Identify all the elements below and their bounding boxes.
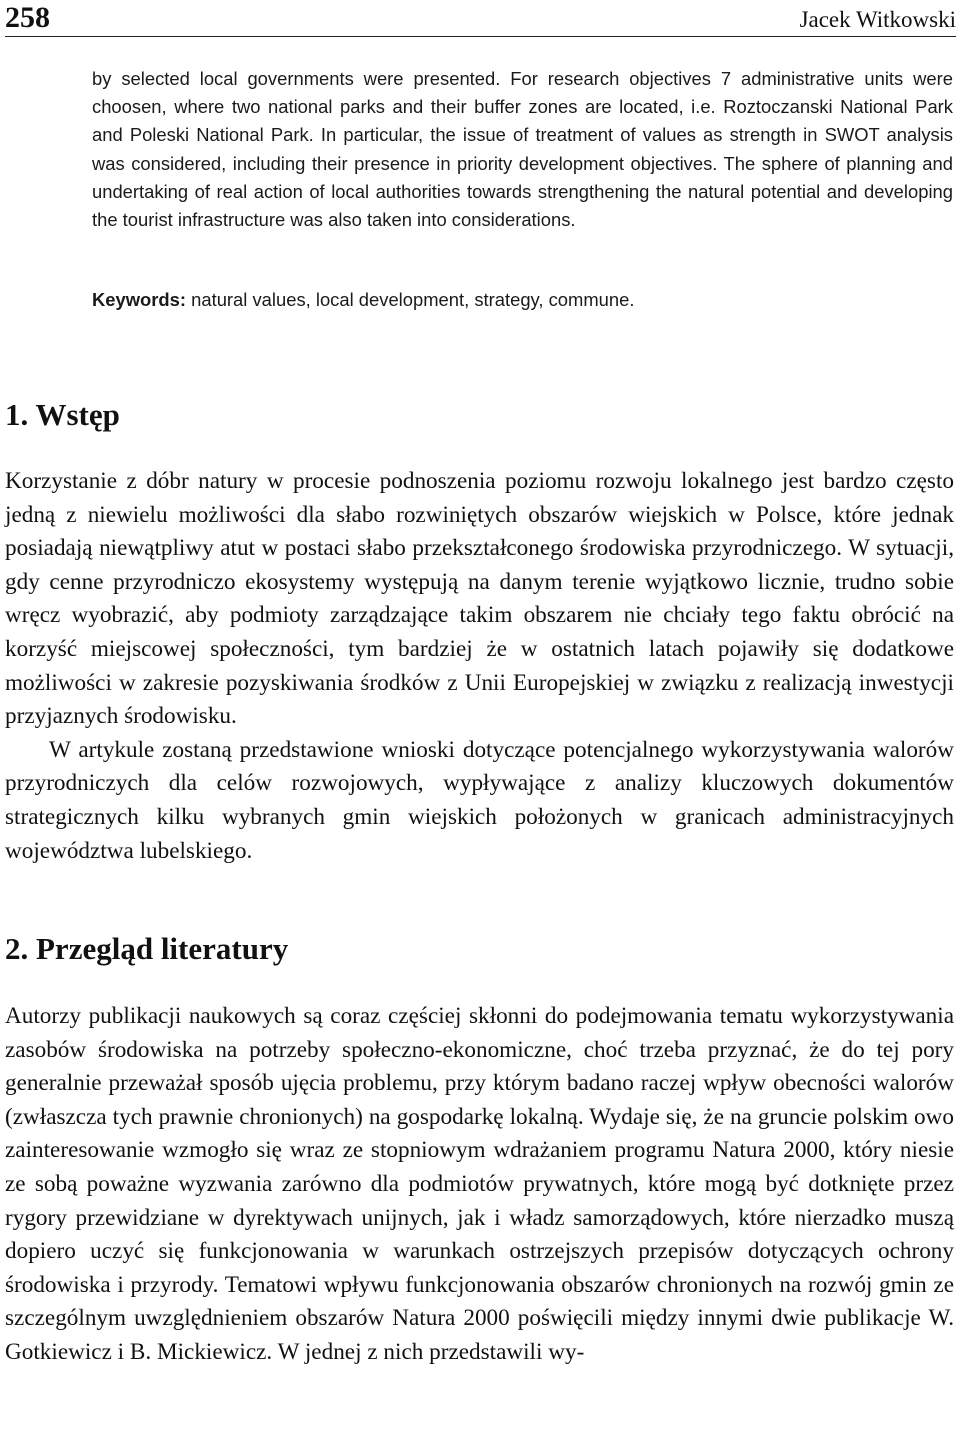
paragraph: Autorzy publikacji naukowych są coraz częściej skłonni do podejmowania tematu wykorzystywania zasobów środowiska na potrzeby społeczno-ekonomiczne, choć trzeba przyznać, że do tej pory generalnie przeważał sposób ujęcia problemu, przy którym badano raczej wpływ obecności walorów (zwłaszcza tych prawnie chronionych) na gospodarkę lokalną. Wydaje się, że na gruncie polskim owo zainteresowanie wzmogło się wraz ze stopniowym wdrażaniem programu Natura 2000, który niesie ze sobą poważne wyzwania zarówno dla podmiotów prywatnych, które mogą być dotknięte przez rygory przewidziane w dyrektywach unijnych, jak i władz samorządowych, które nierzadko muszą dopiero uczyć się funkcjonowania w warunkach ostrzejszych przepisów dotyczących ochrony środowiska i przyrody. Tematowi wpływu funkcjonowania obszarów chronionych na rozwój gmin ze szczególnym uwzględnieniem obszarów Natura 2000 poświęcili między innymi dwie publikacje W. Gotkiewicz i B. Mickiewicz. W jednej z nich przedstawili wy- [5, 1003, 954, 1365]
keywords-value: natural values, local development, strategy, commune. [186, 289, 635, 310]
abstract [92, 65, 953, 234]
section-literature-body [5, 1000, 954, 1370]
paragraph: W artykule zostaną przedstawione wnioski dotyczące potencjalnego wykorzystywania walorów przyrodniczych dla celów rozwojowych, wypływające z analizy kluczowych dokumentów strategicznych kilku wybranych gmin wiejskich położonych w granicach administracyjnych województwa lubelskiego. [5, 736, 954, 864]
keywords-label: Keywords: [92, 289, 187, 310]
page-number: 258 [5, 1, 50, 34]
running-head-author: Jacek Witkowski [799, 7, 956, 32]
section-introduction-body [5, 465, 954, 868]
paragraph: Korzystanie z dóbr natury w procesie podnoszenia poziomu rozwoju lokalnego jest bardzo często jedną z niewielu możliwości dla słabo rozwiniętych obszarów wiejskich w Polsce, które jednak posiadają niewątpliwy atut w postaci słabo przekształconego środowiska przyrodniczego. W sytuacji, gdy cenne przyrodniczo ekosystemy występują na danym terenie wyjątkowo licznie, trudno sobie wręcz wyobrazić, aby podmioty zarządzające takim obszarem nie chciały tego faktu obrócić na korzyść miejscowej społeczności, tym bardziej że w ostatnich latach pojawiły się dodatkowe możliwości w zakresie pozyskiwania środków z Unii Europejskiej w związku z realizacją inwestycji przyjaznych środowisku. [5, 468, 954, 730]
running-head [5, 0, 956, 37]
section-heading-literature-review: 2. Przegląd literatury [5, 931, 289, 966]
abstract-text: by selected local governments were presented. For research objectives 7 administrative units were choosen, where two national parks and their buffer zones are located, i.e. Roztoczanski National Park and Poleski National Park. In particular, the issue of treatment of values as strength in SWOT analysis was considered, including their presence in priority development objectives. The sphere of planning and undertaking of real action of local authorities towards strengthening the natural potential and developing the tourist infrastructure was also taken into considerations. [92, 68, 953, 231]
keywords [92, 286, 953, 314]
section-heading-introduction: 1. Wstęp [5, 397, 120, 432]
